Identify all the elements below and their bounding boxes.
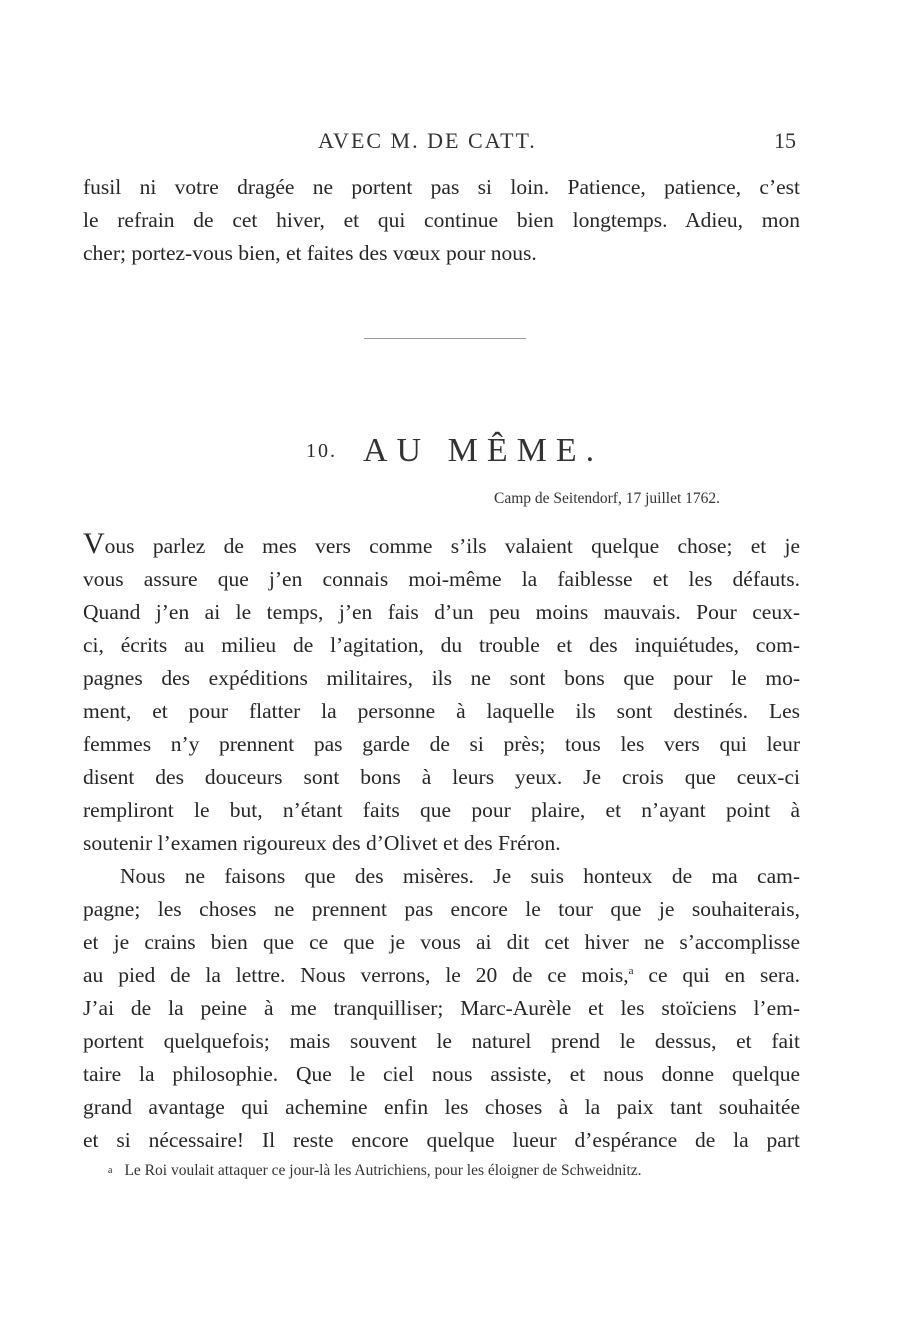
text-line: ment, et pour flatter la personne à laquelle ils sont destinés. Les (83, 699, 800, 723)
text-span: au pied de la lettre. Nous verrons, le 20 de ce mois, (83, 963, 629, 987)
text-line: vous assure que j’en connais moi-même la faiblesse et les défauts. (83, 567, 800, 591)
footnote-reference[interactable]: a (628, 965, 634, 977)
text-line: grand avantage qui achemine enfin les choses à la paix tant souhaitée (83, 1095, 800, 1119)
letter-heading (306, 432, 606, 476)
text-line: et je crains bien que ce que je vous ai dit cet hiver ne s’accomplisse (83, 930, 800, 954)
running-head (0, 128, 900, 160)
text-span: ce qui en sera. (633, 963, 800, 987)
running-head-title: AVEC M. DE CATT. (318, 128, 537, 153)
text-span: ous parlez de mes vers comme s’ils valaient quelque chose; et je (104, 534, 800, 558)
footnote (108, 1162, 642, 1180)
letter-title: AU MÊME. (363, 432, 604, 469)
text-line: et si nécessaire! Il reste encore quelque lueur d’espérance de la part (83, 1128, 800, 1152)
section-divider (364, 338, 526, 339)
text-line: Nous ne faisons que des misères. Je suis honteux de ma cam- (120, 864, 800, 888)
text-line: J’ai de la peine à me tranquilliser; Marc-Aurèle et les stoïciens l’em- (83, 996, 800, 1020)
text-line: femmes n’y prennent pas garde de si près; tous les vers qui leur (83, 732, 800, 756)
text-line: le refrain de cet hiver, et qui continue bien longtemps. Adieu, mon (83, 208, 800, 232)
text-line: cher; portez-vous bien, et faites des vœux pour nous. (83, 241, 537, 265)
letter-number: 10. (306, 439, 337, 462)
text-line (83, 527, 800, 562)
dateline: Camp de Seitendorf, 17 juillet 1762. (494, 490, 721, 507)
text-line: ci, écrits au milieu de l’agitation, du trouble et des inquiétudes, com- (83, 633, 800, 657)
text-line: pagnes des expéditions militaires, ils ne sont bons que pour le mo- (83, 666, 800, 690)
drop-cap: V (83, 527, 105, 560)
text-line: fusil ni votre dragée ne portent pas si loin. Patience, patience, c’est (83, 175, 800, 199)
text-line: soutenir l’examen rigoureux des d’Olivet et des Fréron. (83, 831, 561, 855)
text-line: portent quelquefois; mais souvent le naturel prend le dessus, et fait (83, 1029, 800, 1053)
footnote-text: Le Roi voulait attaquer ce jour-là les Autrichiens, pour les éloigner de Schweidnitz. (124, 1162, 642, 1179)
text-line: pagne; les choses ne prennent pas encore le tour que je souhaiterais, (83, 897, 800, 921)
footnote-mark: a (108, 1165, 113, 1176)
page-number: 15 (774, 128, 796, 153)
text-line (83, 959, 800, 991)
text-line: rempliront le but, n’étant faits que pour plaire, et n’ayant point à (83, 798, 800, 822)
text-line: taire la philosophie. Que le ciel nous assiste, et nous donne quelque (83, 1062, 800, 1086)
text-line: disent des douceurs sont bons à leurs yeux. Je crois que ceux-ci (83, 765, 800, 789)
text-line: Quand j’en ai le temps, j’en fais d’un peu moins mauvais. Pour ceux- (83, 600, 800, 624)
